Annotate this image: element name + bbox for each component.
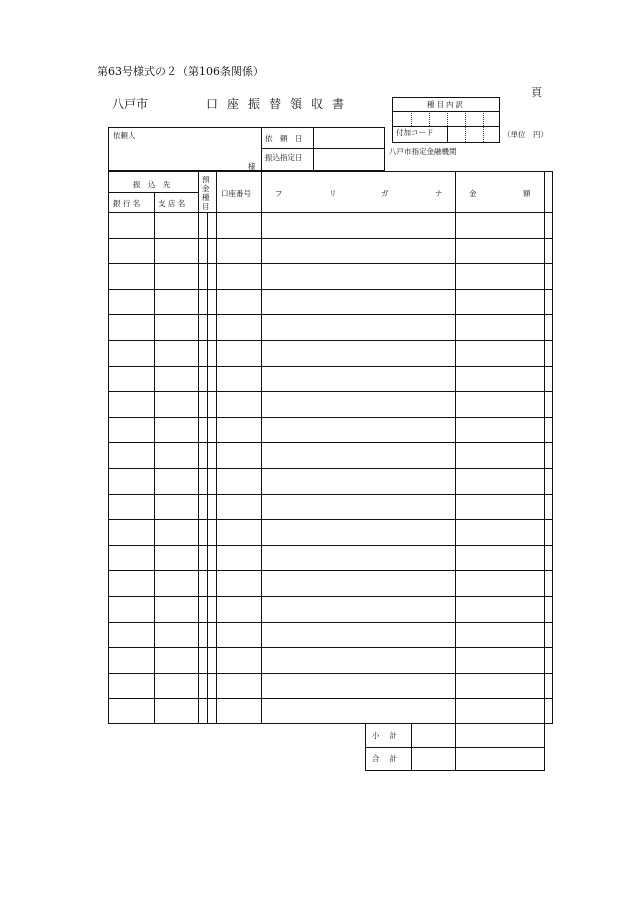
table-row-line bbox=[109, 340, 552, 341]
table-row-line bbox=[109, 314, 552, 315]
total-label: 合計 bbox=[372, 754, 407, 763]
amount-header-1: 金 bbox=[469, 189, 477, 198]
table-row-line bbox=[109, 442, 552, 443]
deposit-type-header: 預金種目 bbox=[202, 175, 210, 211]
subtotal-label: 小計 bbox=[372, 731, 407, 740]
branch-name-header: 支 店 名 bbox=[158, 199, 186, 208]
table-row-line bbox=[109, 698, 552, 699]
table-row-line bbox=[109, 596, 552, 597]
transfer-date-label: 振込指定日 bbox=[265, 153, 303, 162]
table-row-line bbox=[109, 519, 552, 520]
table-row-line bbox=[109, 545, 552, 546]
table-row-line bbox=[109, 366, 552, 367]
table-row-line bbox=[109, 468, 552, 469]
honorific-label: 様 bbox=[248, 162, 256, 171]
additional-code-label: 付加コード bbox=[396, 128, 434, 137]
request-date-field[interactable] bbox=[317, 132, 381, 146]
table-row-line bbox=[109, 391, 552, 392]
page-label: 頁 bbox=[531, 86, 542, 99]
designated-bank-note: 八戸市指定金融機関 bbox=[389, 147, 457, 156]
transfer-destination-header: 振 込 先 bbox=[133, 180, 171, 189]
page-title: 口座振替領収書 bbox=[206, 97, 354, 111]
table-row-line bbox=[109, 417, 552, 418]
table-row-line bbox=[109, 647, 552, 648]
transfer-date-field[interactable] bbox=[317, 152, 381, 168]
table-row-line bbox=[109, 238, 552, 239]
table-row-line bbox=[109, 622, 552, 623]
table-row-line bbox=[109, 494, 552, 495]
additional-code-row bbox=[393, 126, 499, 142]
table-row-line bbox=[109, 289, 552, 290]
account-number-header: 口座番号 bbox=[221, 189, 251, 198]
furigana-header-1: フ bbox=[275, 189, 283, 198]
form-number-label: 第63号様式の２（第106条関係） bbox=[97, 65, 264, 78]
category-breakdown-header: 種目内訳 bbox=[393, 98, 499, 112]
furigana-header-4: ナ bbox=[435, 189, 443, 198]
totals-box bbox=[365, 723, 545, 771]
unit-label: （単位 円） bbox=[503, 130, 548, 139]
category-breakdown-box bbox=[392, 97, 500, 143]
requester-label: 依頼人 bbox=[113, 131, 136, 140]
table-row-line bbox=[109, 673, 552, 674]
bank-name-header: 銀 行 名 bbox=[113, 199, 141, 208]
city-name: 八戸市 bbox=[112, 97, 149, 111]
furigana-header-2: リ bbox=[329, 189, 337, 198]
request-date-label: 依 頼 日 bbox=[265, 134, 303, 143]
furigana-header-3: ガ bbox=[381, 189, 389, 198]
transfer-table bbox=[108, 171, 553, 724]
table-row-line bbox=[109, 570, 552, 571]
requester-box bbox=[108, 127, 385, 171]
table-row-line bbox=[109, 263, 552, 264]
category-code-row bbox=[393, 111, 499, 127]
amount-header-2: 額 bbox=[523, 189, 531, 198]
